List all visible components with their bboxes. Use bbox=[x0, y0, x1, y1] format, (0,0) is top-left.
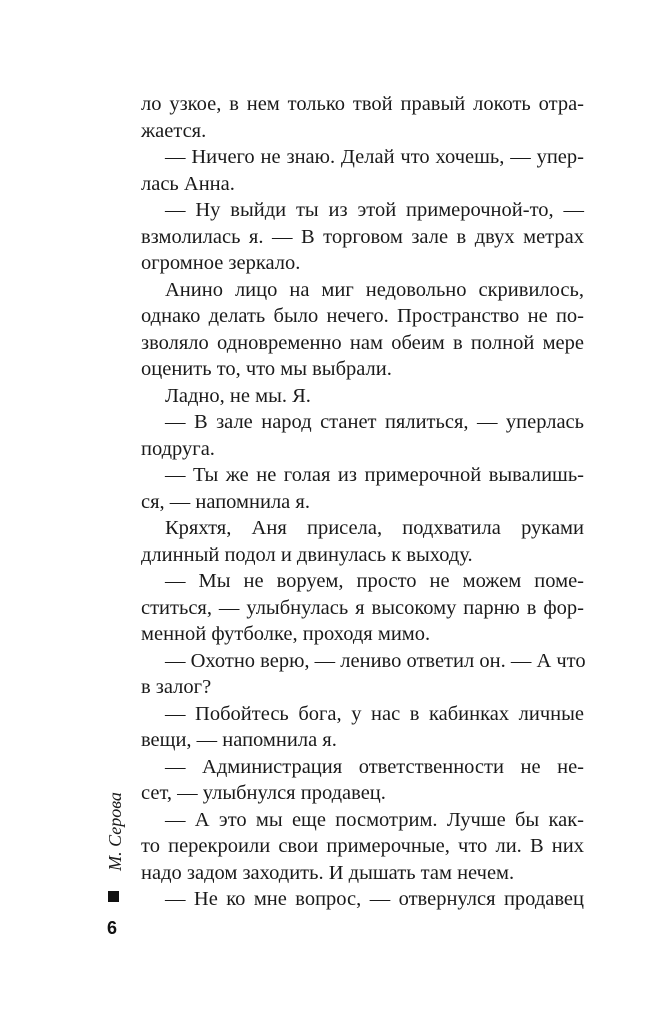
text-line: ся, — напомнила я. bbox=[141, 490, 310, 513]
author-name: М. Серова bbox=[104, 791, 125, 871]
text-line: зволяло одновременно нам обеим в полной мере bbox=[141, 331, 584, 354]
text-line: — Ты же не голая из примерочной вывалишь- bbox=[165, 464, 584, 486]
text-line: менной футболке, проходя мимо. bbox=[141, 623, 431, 645]
text-line: жается. bbox=[141, 119, 207, 142]
text-line: подруга. bbox=[141, 437, 215, 460]
text-line: в залог? bbox=[141, 676, 212, 698]
text-line: надо задом заходить. И дышать там нечем. bbox=[141, 861, 515, 884]
text-line: Ладно, не мы. Я. bbox=[165, 384, 311, 407]
text-line: ститься, — улыбнулась я высокому парню в фор- bbox=[141, 596, 584, 619]
text-line: ло узкое, в нем только твой правый локоть отра- bbox=[141, 93, 584, 115]
body-text bbox=[141, 91, 584, 913]
text-line: — Мы не воруем, просто не можем поме- bbox=[165, 570, 584, 592]
text-line: взмолилась я. — В торговом зале в двух метрах bbox=[141, 225, 584, 248]
text-line: сет, — улыбнулся продавец. bbox=[141, 782, 386, 804]
text-line: огромное зеркало. bbox=[141, 252, 301, 274]
text-line: — Ну выйди ты из этой примерочной-то, — bbox=[165, 199, 584, 221]
text-line: оценить то, что мы выбрали. bbox=[141, 358, 392, 380]
text-line: — Администрация ответственности не не- bbox=[165, 755, 584, 778]
text-line: Анино лицо на миг недовольно скривилось, bbox=[165, 278, 584, 301]
text-line: однако делать было нечего. Пространство не по- bbox=[141, 305, 584, 327]
square-marker-icon bbox=[108, 891, 119, 902]
text-line: — Не ко мне вопрос, — отвернулся продавец bbox=[165, 888, 584, 910]
text-line: — Ничего не знаю. Делай что хочешь, — упер- bbox=[165, 146, 584, 168]
running-head-author bbox=[102, 786, 128, 876]
text-line: Кряхтя, Аня присела, подхватила руками bbox=[165, 517, 584, 539]
text-line: длинный подол и двинулась к выходу. bbox=[141, 543, 473, 566]
text-line: вещи, — напомнила я. bbox=[141, 729, 337, 751]
text-line: — Побойтесь бога, у нас в кабинках личные bbox=[165, 702, 584, 725]
text-line: — А это мы еще посмотрим. Лучше бы как- bbox=[165, 808, 584, 831]
text-line: лась Анна. bbox=[141, 172, 235, 195]
text-line: — В зале народ станет пялиться, — уперлась bbox=[165, 411, 584, 433]
text-line: — Охотно верю, — лениво ответил он. — А что bbox=[165, 649, 586, 672]
page-number: 6 bbox=[107, 918, 118, 938]
text-line: то перекроили свои примерочные, что ли. В них bbox=[141, 835, 584, 857]
